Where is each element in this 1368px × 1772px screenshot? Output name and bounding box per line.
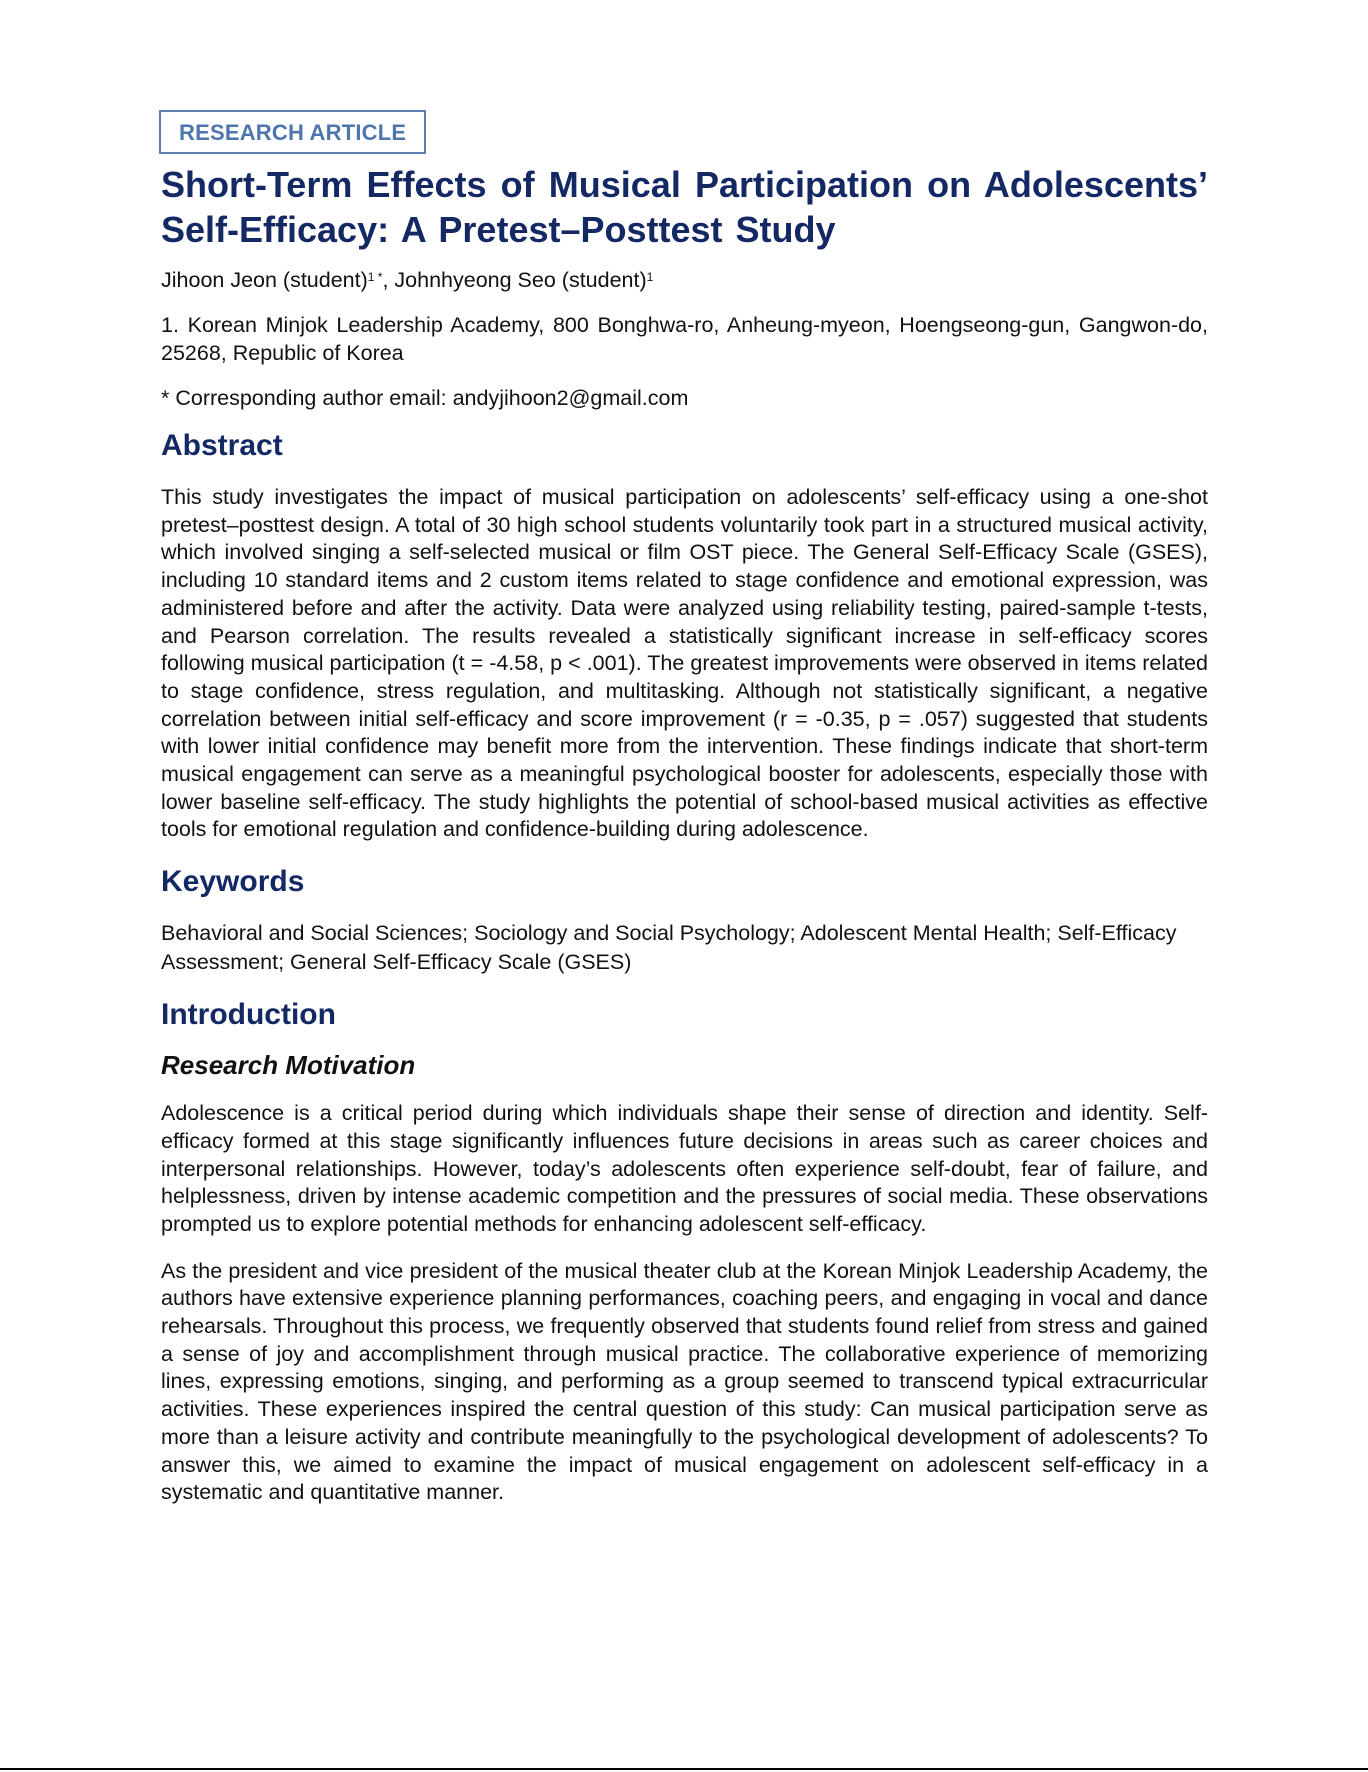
introduction-paragraph-2: As the president and vice president of the musical theater club at the Korean Minjok Leadership Academy, the authors have extensive experience planning performances, coaching peers, and engaging in vocal and dance rehearsals. Throughout this process, we frequently observed that students found relief from stress and gained a sense of joy and accomplishment through musical practice. The collaborative experience of memorizing lines, expressing emotions, singing, and performing as a group seemed to transcend typical extracurricular activities. These experiences inspired the central question of this study: Can musical participation serve as more than a leisure activity and contribute meaningfully to the psychological development of adolescents? To answer this, we aimed to examine the impact of musical engagement on adolescent self-efficacy in a systematic and quantitative manner.	[161, 1258, 1208, 1505]
author-line	[161, 266, 1208, 294]
author-2-affiliation-mark: 1	[646, 270, 654, 284]
keywords-text: Behavioral and Social Sciences; Sociology and Social Psychology; Adolescent Mental Health; Self-Efficacy Assessment; General Self-Efficacy Scale (GSES)	[161, 921, 1177, 975]
affiliation: 1. Korean Minjok Leadership Academy, 800 Bonghwa-ro, Anheung-myeon, Hoengseong-gun, Gangwon-do, 25268, Republic of Korea	[161, 313, 1208, 365]
author-2-name: Johnhyeong Seo (student)	[394, 268, 647, 292]
abstract-heading: Abstract	[161, 429, 283, 462]
article-title: Short-Term Effects of Musical Participation on Adolescents’ Self-Efficacy: A Pretest–Posttest Study	[161, 164, 1208, 250]
corresponding-author-email: * Corresponding author email: andyjihoon2@gmail.com	[161, 386, 689, 410]
introduction-heading: Introduction	[161, 998, 336, 1032]
page-bottom-rule	[0, 1768, 1368, 1770]
author-1-name: Jihoon Jeon (student)	[161, 268, 368, 292]
abstract-text: This study investigates the impact of musical participation on adolescents’ self-efficacy using a one-shot pretest–posttest design. A total of 30 high school students voluntarily took part in a structured musical activity, which involved singing a self-selected musical or film OST piece. The General Self-Efficacy Scale (GSES), including 10 standard items and 2 custom items related to stage confidence and emotional expression, was administered before and after the activity. Data were analyzed using reliability testing, paired-sample t-tests, and Pearson correlation. The results revealed a statistically significant increase in self-efficacy scores following musical participation (t = -4.58, p < .001). The greatest improvements were observed in items related to stage confidence, stress regulation, and multitasking. Although not statistically significant, a negative correlation between initial self-efficacy and score improvement (r = -0.35, p = .057) suggested that students with lower initial confidence may benefit more from the intervention. These findings indicate that short-term musical engagement can serve as a meaningful psychological booster for adolescents, especially those with lower baseline self-efficacy. The study highlights the potential of school-based musical activities as effective tools for emotional regulation and confidence-building during adolescence.	[161, 485, 1208, 842]
research-motivation-heading: Research Motivation	[161, 1050, 416, 1081]
introduction-paragraph-1: Adolescence is a critical period during which individuals shape their sense of direction and identity. Self-efficacy formed at this stage significantly influences future decisions in areas such as career choices and interpersonal relationships. However, today’s adolescents often experience self-doubt, fear of failure, and helplessness, driven by intense academic competition and the pressures of social media. These observations prompted us to explore potential methods for enhancing adolescent self-efficacy.	[161, 1101, 1208, 1236]
keywords-heading: Keywords	[161, 865, 305, 899]
article-page	[161, 110, 1208, 1507]
author-1-affiliation-mark: 1 *	[367, 270, 383, 284]
author-separator: ,	[382, 268, 395, 292]
article-type-badge: RESEARCH ARTICLE	[159, 110, 426, 154]
